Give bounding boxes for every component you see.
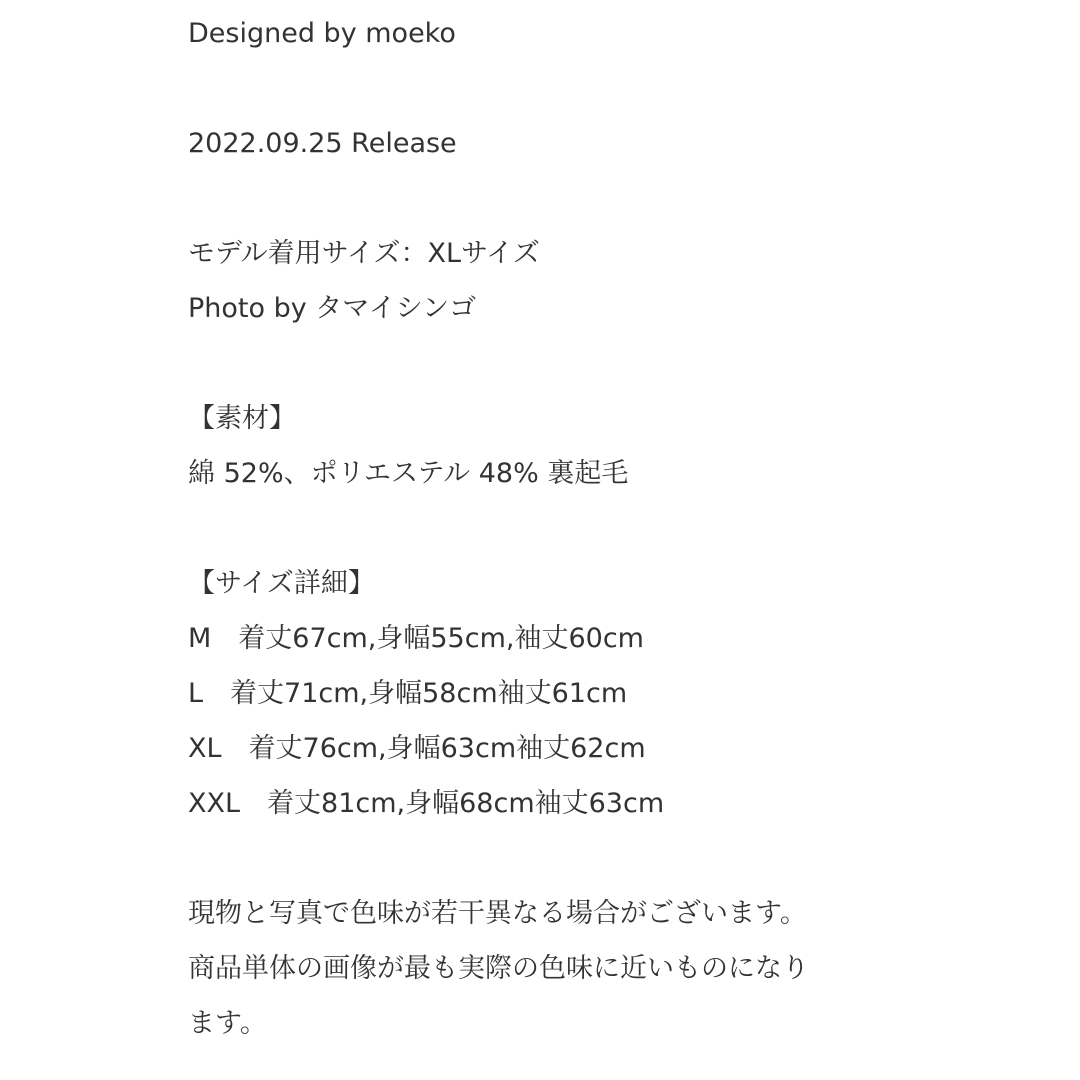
- notice-line-2: 商品単体の画像が最も実際の色味に近いものになり: [188, 953, 809, 984]
- spacer: [188, 336, 1048, 391]
- release-date-text: 2022.09.25 Release: [188, 128, 457, 159]
- material-text: 綿 52%、ポリエステル 48% 裏起毛: [188, 458, 629, 489]
- material-heading: 【素材】: [188, 403, 296, 434]
- notice-line-3: ます。: [188, 1008, 267, 1039]
- size-details-heading: 【サイズ詳細】: [188, 568, 375, 599]
- designed-by-text: Designed by moeko: [188, 18, 456, 49]
- spacer: [188, 831, 1048, 886]
- spacer: [188, 61, 1048, 116]
- size-row-l: L 着丈71cm,身幅58cm袖丈61cm: [188, 678, 628, 709]
- model-size-text: モデル着用サイズ：XLサイズ: [188, 238, 540, 269]
- notice-line-1: 現物と写真で色味が若干異なる場合がございます。: [188, 898, 807, 929]
- size-row-xxl: XXL 着丈81cm,身幅68cm袖丈63cm: [188, 788, 665, 819]
- spacer: [188, 501, 1048, 556]
- photo-credit-text: Photo by タマイシンゴ: [188, 293, 477, 324]
- product-description: [188, 6, 1048, 1051]
- size-row-xl: XL 着丈76cm,身幅63cm袖丈62cm: [188, 733, 646, 764]
- size-row-m: M 着丈67cm,身幅55cm,袖丈60cm: [188, 623, 644, 654]
- spacer: [188, 171, 1048, 226]
